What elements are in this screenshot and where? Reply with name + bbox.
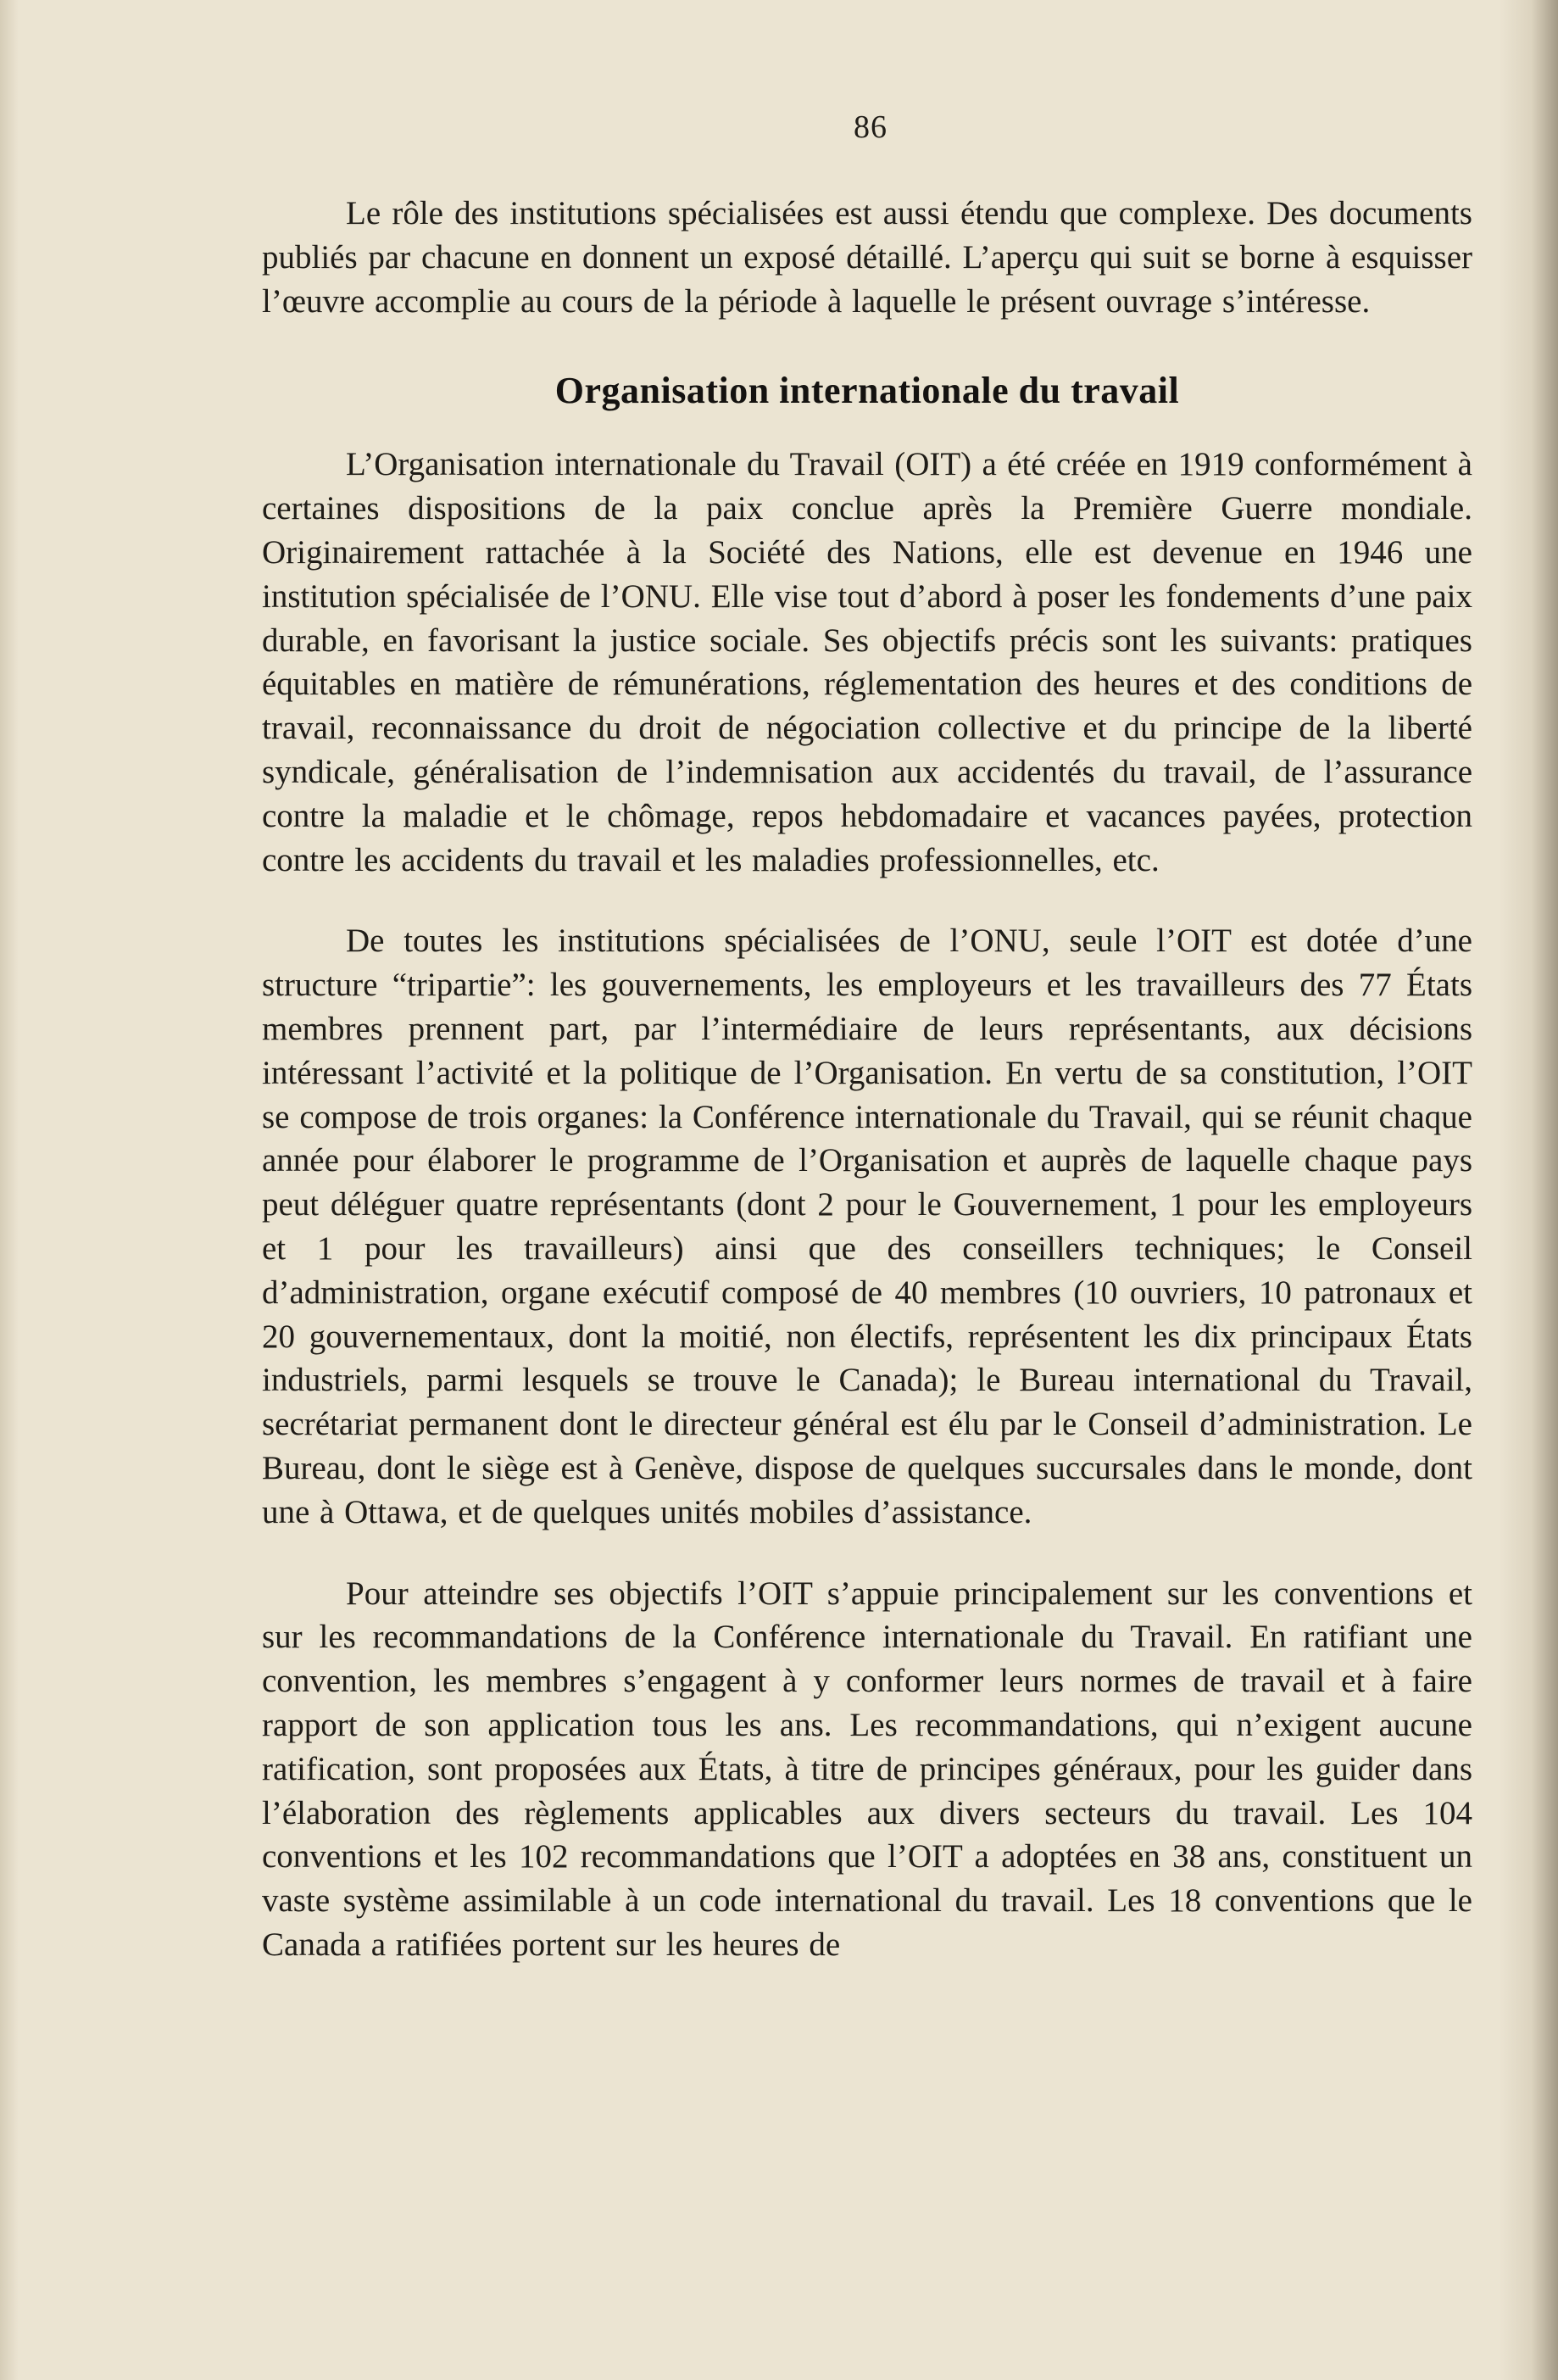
body-paragraph-2: De toutes les institutions spécialisées de l’ONU, seule l’OIT est dotée d’une structure “tripartie”: les gouvernements, les employeurs et les travailleurs des 77 États membres prennent part, par l’intermédiaire de leurs représentants, aux décisions intéressant l’activité et la politique de l’Organisation. En vertu de sa constitution, l’OIT se compose de trois organes: la Conférence internationale du Travail, qui se réunit chaque année pour élaborer le programme de l’Organisation et auprès de laquelle chaque pays peut déléguer quatre représentants (dont 2 pour le Gouvernement, 1 pour les employeurs et 1 pour les travailleurs) ainsi que des conseillers techniques; le Conseil d’administration, organe exécutif composé de 40 membres (10 ouvriers, 10 patronaux et 20 gouvernementaux, dont la moitié, non électifs, représentent les dix principaux États industriels, parmi lesquels se trouve le Canada); le Bureau international du Travail, secrétariat permanent dont le directeur général est élu par le Conseil d’administration. Le Bureau, dont le siège est à Genève, dispose de quelques succursales dans le monde, dont une à Ottawa, et de quelques unités mobiles d’assistance. xyxy=(262,922,1472,1530)
body-paragraph-3: Pour atteindre ses objectifs l’OIT s’appuie principalement sur les conventions et sur les recommandations de la Conférence internationale du Travail. En ratifiant une convention, les membres s’engagent à y conformer leurs normes de travail et à faire rapport de son application tous les ans. Les recommandations, qui n’exigent aucune ratification, sont proposées aux États, à titre de principes généraux, pour les guider dans l’élaboration des règlements applicables aux divers secteurs du travail. Les 104 conventions et les 102 recommandations que l’OIT a adoptées en 38 ans, constituent un vaste système assimilable à un code international du travail. Les 18 conventions que le Canada a ratifiées portent sur les heures de xyxy=(262,1575,1472,1963)
page-number: 86 xyxy=(854,109,888,145)
page-edge-shadow-right xyxy=(1499,0,1558,2380)
intro-paragraph: Le rôle des institutions spécialisées est aussi étendu que complexe. Des documents publiés par chacune en donnent un exposé détaillé. L’aperçu qui suit se borne à esquisser l’œuvre accomplie au cours de la période à laquelle le présent ouvrage s’intéresse. xyxy=(262,195,1472,320)
page-edge-shadow-left xyxy=(0,0,19,2380)
section-heading: Organisation internationale du travail xyxy=(554,370,1180,412)
page-body xyxy=(262,192,1472,1967)
body-paragraph-1: L’Organisation internationale du Travail (OIT) a été créée en 1919 conformément à certaines dispositions de la paix conclue après la Première Guerre mondiale. Originairement rattachée à la Société des Nations, elle est devenue en 1946 une institution spécialisée de l’ONU. Elle vise tout d’abord à poser les fondements d’une paix durable, en favorisant la justice sociale. Ses objectifs précis sont les suivants: pratiques équitables en matière de rémunérations, réglementation des heures et des conditions de travail, reconnaissance du droit de négociation collective et du principe de la liberté syndicale, généralisation de l’indemnisation aux accidentés du travail, de l’assurance contre la maladie et le chômage, repos hebdomadaire et vacances payées, protection contre les accidents du travail et les maladies professionnelles, etc. xyxy=(262,446,1472,878)
